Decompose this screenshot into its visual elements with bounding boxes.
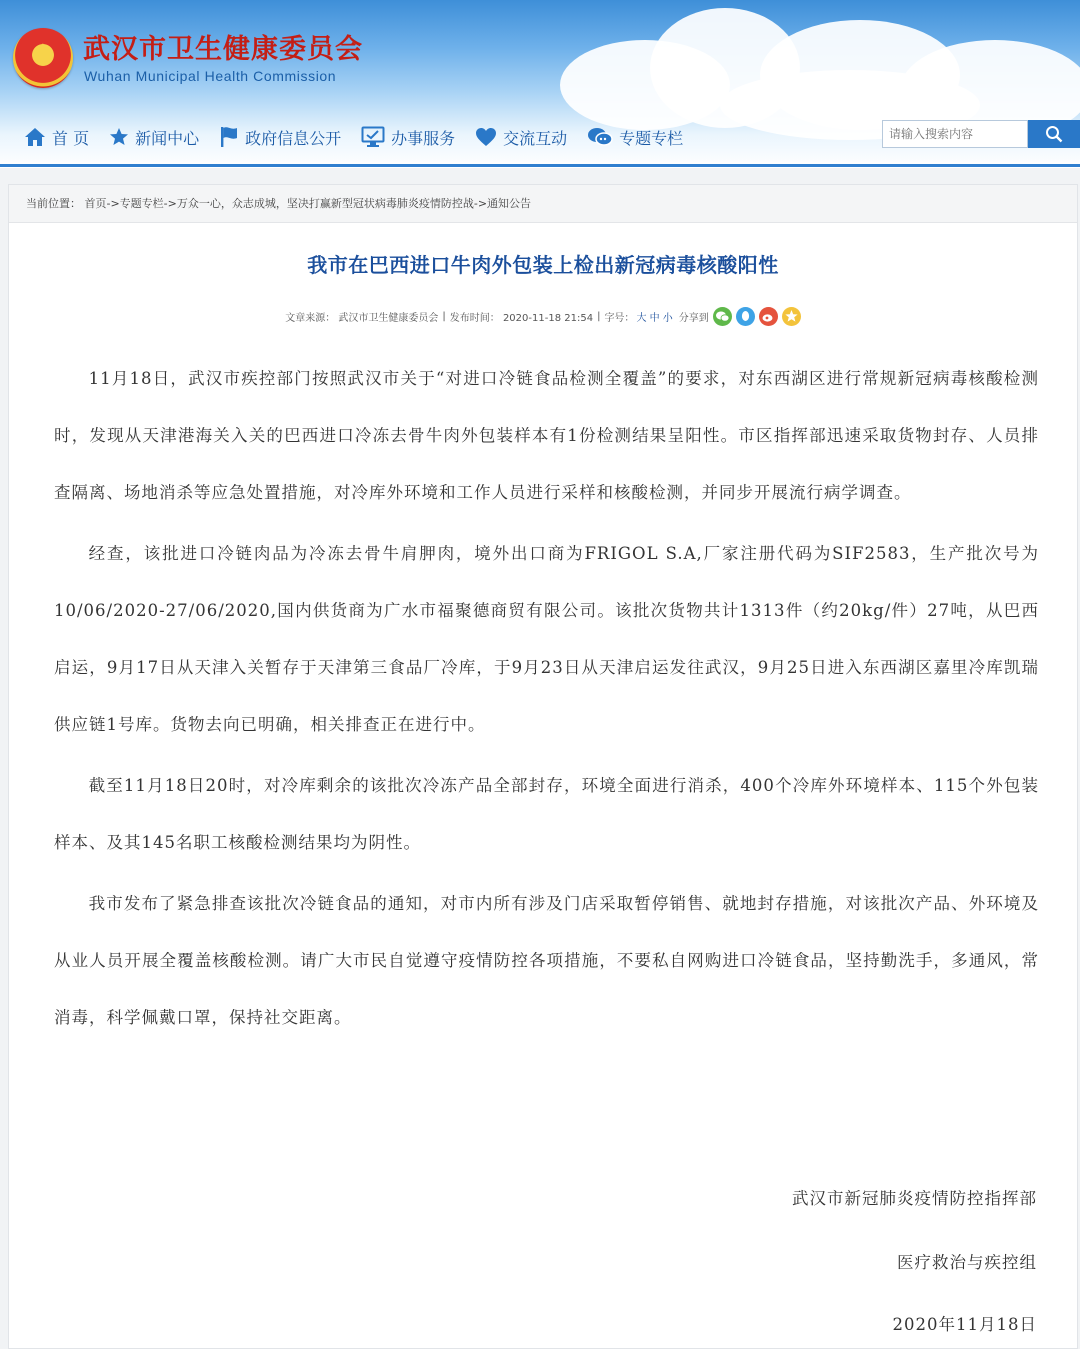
heart-icon <box>475 127 497 147</box>
article-paragraph: 11月18日，武汉市疾控部门按照武汉市关于“对进口冷链食品检测全覆盖”的要求，对东西湖区进行常规新冠病毒核酸检测时，发现从天津港海关入关的巴西进口冷冻去骨牛肉外包装样本有1份检测结果呈阳性。市区指挥部迅速采取货物封存、人员排查隔离、场地消杀等应急处置措施，对冷库外环境和工作人员进行采样和核酸检测，并同步开展流行病学调查。 <box>54 369 1039 502</box>
main-nav <box>24 122 703 152</box>
article-panel <box>8 184 1078 1349</box>
search-icon <box>1045 125 1063 143</box>
site-header <box>0 0 1080 168</box>
header-divider <box>0 164 1080 167</box>
nav-item-label: 政府信息公开 <box>245 128 342 148</box>
share-label: 分享到 <box>678 313 709 324</box>
star-icon <box>109 127 129 147</box>
signature-org: 武汉市新冠肺炎疫情防控指挥部 <box>792 1189 1037 1208</box>
nav-item-interaction[interactable] <box>475 126 567 149</box>
article-body <box>54 350 1039 1050</box>
nav-item-label: 首 页 <box>52 128 90 148</box>
nav-item-news[interactable] <box>109 126 199 149</box>
nav-item-home[interactable] <box>24 126 89 149</box>
article-meta <box>9 307 1077 326</box>
article-paragraph: 我市发布了紧急排查该批次冷链食品的通知，对市内所有涉及门店采取暂停销售、就地封存措施，对该批次产品、外环境及从业人员开展全覆盖核酸检测。请广大市民自觉遵守疫情防控各项措施，不要私自网购进口冷链食品，坚持勤洗手，多通风，常消毒，科学佩戴口罩，保持社交距离。 <box>54 894 1039 1027</box>
chat-icon <box>587 126 613 148</box>
article-paragraph: 截至11月18日20时，对冷库剩余的该批次冷冻产品全部封存，环境全面进行消杀，400个冷库外环境样本、115个外包装样本、及其145名职工核酸检测结果均为阴性。 <box>54 776 1039 852</box>
national-emblem-icon[interactable]: ★ <box>13 28 73 88</box>
article-title: 我市在巴西进口牛肉外包装上检出新冠病毒核酸阳性 <box>307 253 779 277</box>
font-size-options[interactable]: 大 中 小 <box>636 313 673 324</box>
site-subtitle: Wuhan Municipal Health Commission <box>84 68 337 84</box>
favorite-share-icon[interactable] <box>782 307 801 326</box>
meta-separator: | <box>442 311 446 322</box>
site-title[interactable]: 武汉市卫生健康委员会 <box>83 34 363 65</box>
article-publish-time: 发布时间： 2020-11-18 21:54 <box>449 313 594 324</box>
nav-item-special[interactable] <box>587 126 683 149</box>
font-size-label: 字号： <box>604 313 635 324</box>
signature-group: 医疗救治与疾控组 <box>897 1253 1037 1272</box>
nav-item-label: 新闻中心 <box>135 128 200 148</box>
nav-item-label: 专题专栏 <box>619 128 684 148</box>
nav-item-services[interactable] <box>361 126 455 149</box>
meta-separator: | <box>597 311 601 322</box>
flag-icon <box>219 126 239 148</box>
weibo-share-icon[interactable] <box>759 307 778 326</box>
search-button[interactable] <box>1028 120 1080 148</box>
signature-date: 2020年11月18日 <box>892 1315 1037 1334</box>
search-input[interactable] <box>882 120 1028 148</box>
qq-share-icon[interactable] <box>736 307 755 326</box>
nav-item-gov-info[interactable] <box>219 126 341 149</box>
wechat-share-icon[interactable] <box>713 307 732 326</box>
breadcrumb[interactable]: 当前位置： 首页->专题专栏->万众一心，众志成城，坚决打赢新型冠状病毒肺炎疫情防控战->通知公告 <box>9 185 1077 223</box>
article-paragraph: 经查，该批进口冷链肉品为冷冻去骨牛肩胛肉，境外出口商为FRIGOL S.A,厂家注册代码为SIF2583，生产批次号为10/06/2020-27/06/2020,国内供货商为广水市福聚德商贸有限公司。该批次货物共计1313件（约20kg/件）27吨，从巴西启运，9月17日从天津入关暂存于天津第三食品厂冷库，于9月23日从天津启运发往武汉，9月25日进入东西湖区嘉里冷库凯瑞供应链1号库。货物去向已明确，相关排查正在进行中。 <box>54 544 1039 734</box>
home-icon <box>24 127 46 147</box>
nav-item-label: 办事服务 <box>391 128 456 148</box>
monitor-icon <box>361 126 385 148</box>
article-source: 文章来源： 武汉市卫生健康委员会 <box>285 313 439 324</box>
nav-item-label: 交流互动 <box>503 128 568 148</box>
